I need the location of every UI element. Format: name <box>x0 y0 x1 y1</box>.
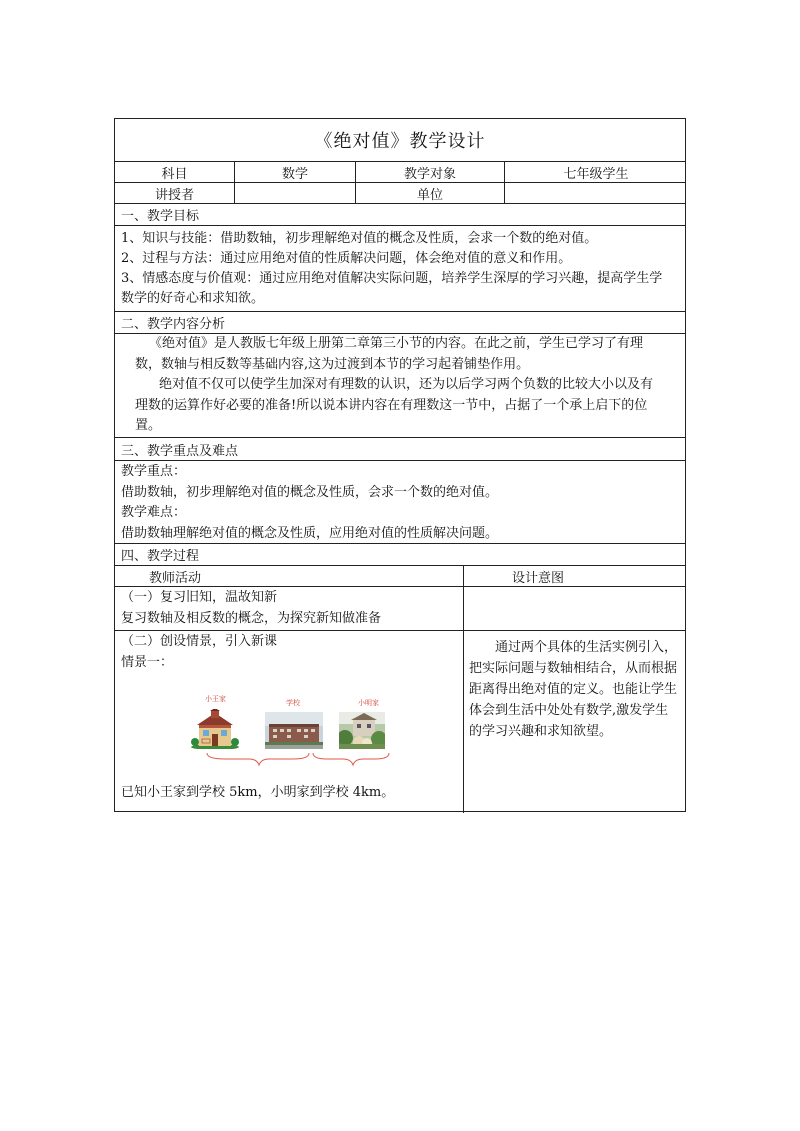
col-teacher-header: 教师活动 <box>148 570 201 586</box>
info-row-2 <box>115 182 685 203</box>
intent-line-1: 通过两个具体的生活实例引入， <box>495 640 678 655</box>
design-intent <box>469 637 677 742</box>
difficulty-label: 教学难点： <box>121 505 187 520</box>
process-heading: 四、教学过程 <box>115 543 685 565</box>
goal-item-3: 3、情感态度与价值观：通过应用绝对值解决实际问题，培养学生深厚的学习兴趣，提高学生学 <box>121 271 663 286</box>
distance-braces <box>205 751 395 769</box>
content-line-4: 理数的运算作好必要的准备!所以说本讲内容在有理数这一节中，占据了一个承上启下的位 <box>135 397 648 413</box>
keypoints-text <box>121 462 498 544</box>
col-intent-header: 设计意图 <box>511 570 564 586</box>
content-line-3: 绝对值不仅可以使学生加深对有理数的认识，还为以后学习两个负数的比较大小以及有 <box>159 377 654 392</box>
unit-label: 单位 <box>416 187 443 203</box>
title-row <box>115 119 685 161</box>
ming-home-image <box>339 712 385 749</box>
content-line-1: 《绝对值》是人教版七年级上册第二章第三小节的内容。在此之前，学生已学习了有理 <box>149 336 644 351</box>
intent-line-2: 把实际问题与数轴相结合，从而根据 <box>469 661 678 676</box>
key-label: 教学重点： <box>121 464 187 479</box>
content-line-5: 置。 <box>135 418 162 433</box>
target-label: 教学对象 <box>403 166 456 182</box>
content-line-2: 数，数轴与相反数等基础内容,这为过渡到本节的学习起着铺垫作用。 <box>135 356 530 372</box>
scene-label: 情景一： <box>121 654 174 670</box>
content-body <box>115 333 685 437</box>
subject-value: 数学 <box>281 166 308 182</box>
school-image <box>265 712 323 749</box>
teacher-value <box>235 183 355 203</box>
lesson-plan-table <box>114 118 686 812</box>
scene-text: 已知小王家到学校 5km，小明家到学校 4km。 <box>121 785 395 800</box>
goal-item-4: 数学的好奇心和求知欲。 <box>121 291 265 306</box>
teacher-label: 讲授者 <box>154 187 194 203</box>
keypoints-heading: 三、教学重点及难点 <box>115 437 685 460</box>
goal-item-1: 1、知识与技能：借助数轴，初步理解绝对值的概念及性质，会求一个数的绝对值。 <box>121 231 598 246</box>
process-columns-row <box>115 565 685 586</box>
difficulty-text: 借助数轴理解绝对值的概念及性质，应用绝对值的性质解决问题。 <box>121 525 499 541</box>
step2-title: （二）创设情景，引入新课 <box>121 634 278 649</box>
goal-item-2: 2、过程与方法：通过应用绝对值的性质解决问题，体会绝对值的意义和作用。 <box>121 251 572 266</box>
image-label-wang-home: 小王家 <box>205 695 226 703</box>
target-value: 七年级学生 <box>563 166 629 182</box>
page-title: 《绝对值》教学设计 <box>314 131 486 152</box>
goals-list <box>121 229 662 309</box>
unit-value <box>505 183 687 203</box>
goals-body <box>115 225 685 311</box>
info-row-1 <box>115 161 685 182</box>
step1-cell <box>121 588 381 629</box>
image-label-school: 学校 <box>286 699 300 707</box>
step1-title: （一）复习旧知，温故知新 <box>121 590 278 605</box>
wang-home-image <box>191 709 239 749</box>
key-text: 借助数轴，初步理解绝对值的概念及性质，会求一个数的绝对值。 <box>121 484 499 500</box>
content-paragraphs <box>121 334 653 437</box>
step1-text: 复习数轴及相反数的概念，为探究新知做准备 <box>121 610 382 626</box>
intent-line-3: 距离得出绝对值的定义。也能让学生 <box>469 682 678 697</box>
image-label-ming-home: 小明家 <box>358 699 379 707</box>
step2-row <box>115 630 685 813</box>
content-heading: 二、教学内容分析 <box>115 311 685 333</box>
step2-header <box>121 632 277 673</box>
keypoints-body <box>115 460 685 543</box>
subject-label: 科目 <box>161 166 188 182</box>
goals-heading: 一、教学目标 <box>115 203 685 225</box>
step1-row <box>115 586 685 630</box>
intent-line-5: 的学习兴趣和求知欲望。 <box>469 724 613 739</box>
intent-line-4: 体会到生活中处处有数学,激发学生 <box>469 703 669 718</box>
